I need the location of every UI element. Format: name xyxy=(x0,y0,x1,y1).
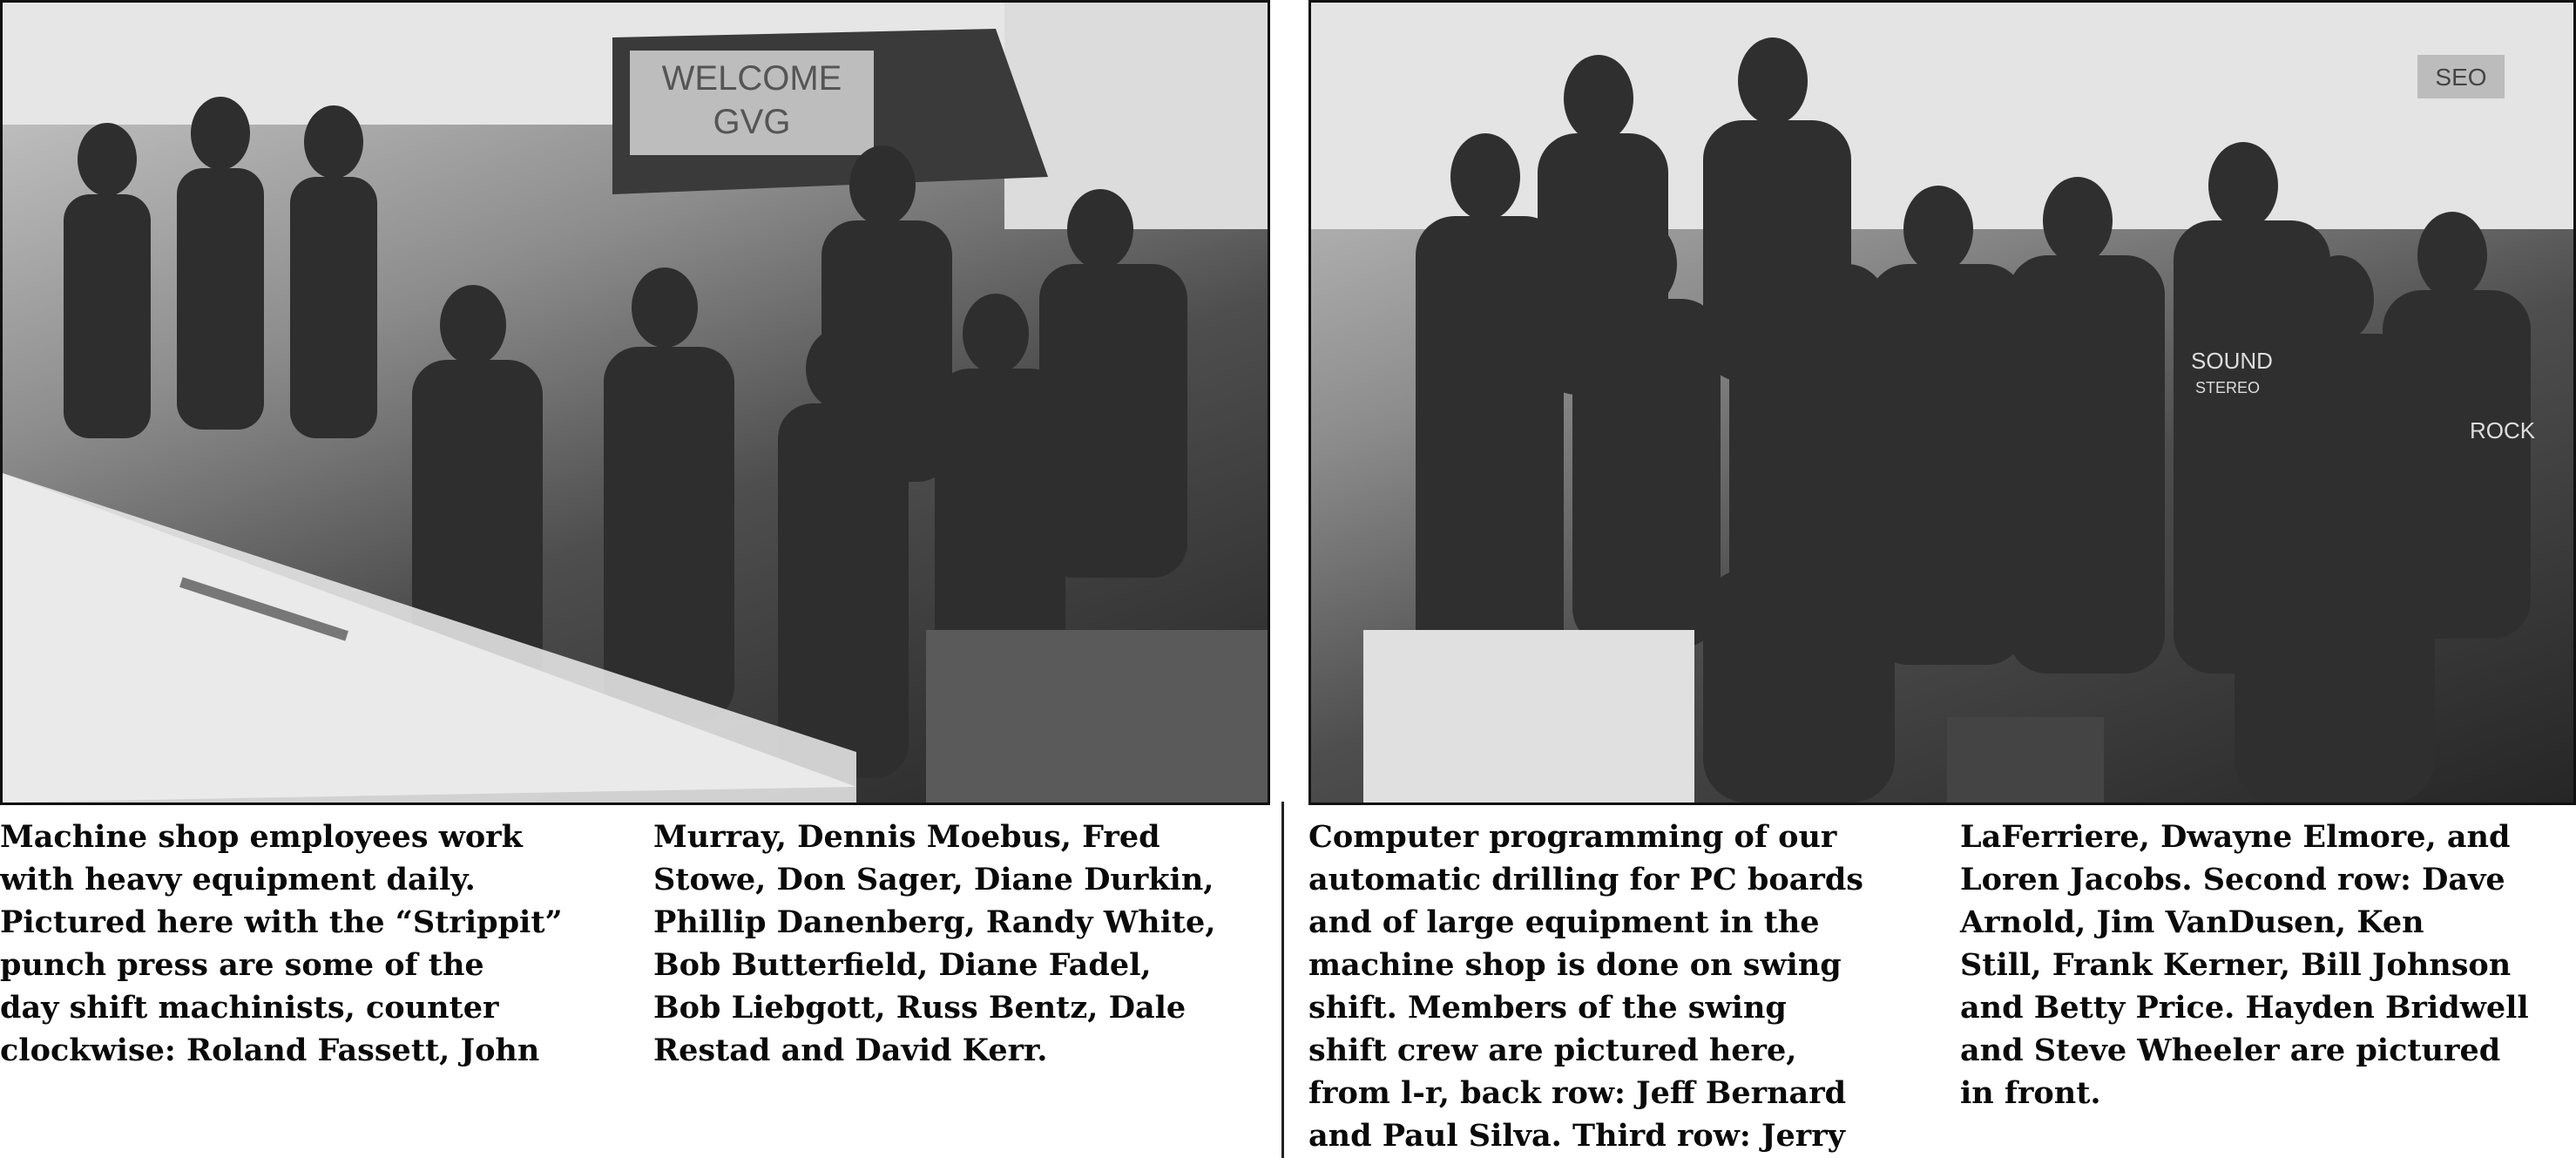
column-divider xyxy=(1281,802,1284,1158)
welcome-sign-text: WELCOME xyxy=(661,59,842,98)
swing-shift-scene xyxy=(1311,3,2573,802)
caption-machine-shop-col2: Murray, Dennis Moebus, Fred Stowe, Don Sager, Diane Durkin, Phillip Danenberg, Randy White, Bob Butterfield, Diane Fadel, Bob Liebgott, Russ Bentz, Dale Restad and David Kerr. xyxy=(653,819,1216,1068)
photo-machine-shop xyxy=(0,0,1270,805)
svg-text:GVG: GVG xyxy=(713,103,791,141)
wall-sign: SEO xyxy=(2435,64,2487,91)
caption-machine-shop-col1: Machine shop employees work with heavy equipment daily. Pictured here with the “Strippit” punch press are some of the day shift machinists, counter clockwise: Roland Fassett, John xyxy=(0,819,563,1068)
shirt-text-rock: ROCK xyxy=(2470,417,2536,444)
shirt-text-sound: SOUND xyxy=(2191,348,2273,374)
caption-swing-shift-col2: LaFerriere, Dwayne Elmore, and Loren Jacobs. Second row: Dave Arnold, Jim VanDusen, Ken Still, Frank Kerner, Bill Johnson and Betty Price. Hayden Bridwell and Steve Wheeler are pictured in front. xyxy=(1960,819,2529,1111)
photo-swing-shift xyxy=(1308,0,2576,805)
caption-swing-shift-col1: Computer programming of our automatic drilling for PC boards and of large equipment in the machine shop is done on swing shift. Members of the swing shift crew are pictured here, from l-r, back row: Jeff Bernard and Paul Silva. Third row: Jerry xyxy=(1308,819,1864,1154)
svg-text:STEREO: STEREO xyxy=(2195,379,2261,396)
machine-shop-scene xyxy=(3,3,1268,802)
